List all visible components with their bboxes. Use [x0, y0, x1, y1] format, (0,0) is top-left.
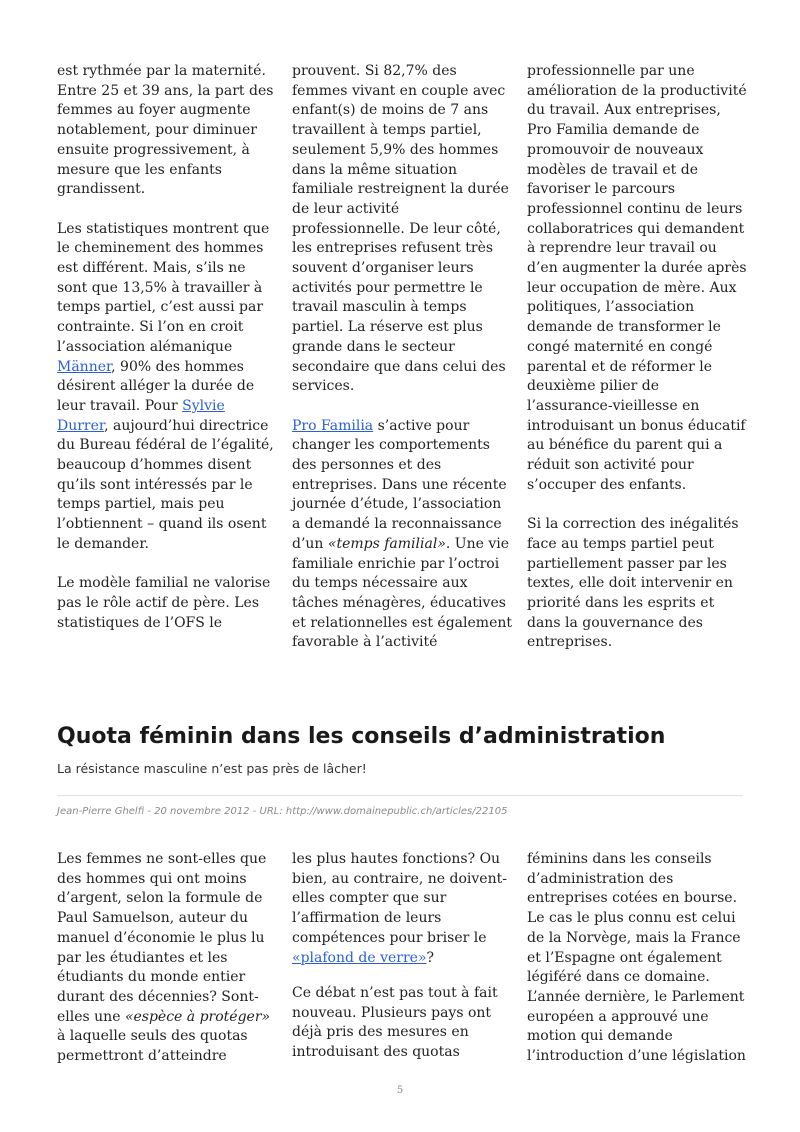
paragraph: professionnelle par une amélioration de la productivité du travail. Aux entreprises, Pro Familia demande de promouvoir de nouveaux modèles de travail et de favoriser le parcours professionnel continu de leurs collaboratrices qui demandent à reprendre leur travail ou d’en augmenter la durée après leur occupation de mère. Aux politiques, l’association demande de transformer le congé maternité en congé parental et de réformer le deuxième pilier de l’assurance-vieillesse en introduisant un bonus éducatif au bénéfice du parent qui a réduit son activité pour s’occuper des enfants. — [527, 63, 747, 493]
emphasis-espece: «espèce à protéger» — [124, 1008, 271, 1025]
paragraph: Les femmes ne sont-elles que des hommes qui ont moins d’argent, selon la formule de Paul Samuelson, auteur du manuel d’économie le plus lu par les étudiantes et les étudiants du monde entier durant des décennies? Sont-elles une «espèce à protéger» à laquelle seuls des quotas permettront d’atteindre — [57, 851, 271, 1065]
paragraph: Le modèle familial ne valorise pas le rôle actif de père. Les statistiques de l’OFS le — [57, 575, 271, 631]
top-column-2 — [292, 62, 512, 653]
article-subtitle: La résistance masculine n’est pas près de lâcher! — [57, 761, 367, 776]
header-divider — [57, 795, 743, 796]
paragraph: féminins dans les conseils d’administration des entreprises cotées en bourse. Le cas le plus connu est celui de la Norvège, mais la France et l’Espagne ont également légiféré dans ce domaine. L’année dernière, le Parlement européen a approuvé une motion qui demande l’introduction d’une législation — [527, 851, 746, 1065]
article-column-1 — [57, 850, 277, 1067]
article-column-3 — [527, 850, 747, 1067]
emphasis-temps-familial: «temps familial» — [327, 535, 446, 552]
paragraph: Pro Familia s’active pour changer les comportements des personnes et des entreprises. Dans une récente journée d’étude, l’association a demandé la reconnaissance d’un «temps familial». Une vie familiale enrichie par l’octroi du temps nécessaire aux tâches ménagères, éducatives et relationnelles est également favorable à l’activité — [292, 417, 512, 651]
article-title: Quota féminin dans les conseils d’administration — [57, 724, 666, 749]
top-column-1 — [57, 62, 277, 633]
page-number: 5 — [396, 1085, 404, 1096]
link-sylvie-durrer[interactable]: Sylvie Durrer — [57, 397, 225, 434]
paragraph: Ce débat n’est pas tout à fait nouveau. Plusieurs pays ont déjà pris des mesures en introduisant des quotas — [292, 984, 498, 1061]
article-meta: Jean-Pierre Ghelfi - 20 novembre 2012 - URL: http://www.domainepublic.ch/articles/22105 — [57, 806, 508, 817]
paragraph: les plus hautes fonctions? Ou bien, au contraire, ne doivent-elles compter que sur l’affirmation de leurs compétences pour briser le «plafond de verre»? — [292, 851, 507, 966]
link-plafond-de-verre[interactable]: «plafond de verre» — [292, 949, 427, 966]
link-pro-familia[interactable]: Pro Familia — [292, 417, 374, 434]
paragraph: Si la correction des inégalités face au temps partiel peut partiellement passer par les textes, elle doit intervenir en priorité dans les esprits et dans la gouvernance des entreprises. — [527, 516, 739, 651]
article-column-2 — [292, 850, 512, 1063]
link-manner[interactable]: Männer — [57, 358, 112, 375]
paragraph: prouvent. Si 82,7% des femmes vivant en couple avec enfant(s) de moins de 7 ans travaillent à temps partiel, seulement 5,9% des hommes dans la même situation familiale restreignent la durée de leur activité professionnelle. De leur côté, les entreprises refusent très souvent d’organiser leurs activités pour permettre le travail masculin à temps partiel. La réserve est plus grande dans le secteur secondaire que dans celui des services. — [292, 63, 509, 395]
paragraph: Les statistiques montrent que le cheminement des hommes est différent. Mais, s’ils ne sont que 13,5% à travailler à temps partiel, c’est aussi par contrainte. Si l’on en croit l’association alémanique Männer, 90% des hommes désirent alléger la durée de leur travail. Pour Sylvie Durrer, aujourd’hui directrice du Bureau fédéral de l’égalité, beaucoup d’hommes disent qu’ils sont intéressés par le temps partiel, mais peu l’obtiennent – quand ils osent le demander. — [57, 220, 274, 552]
paragraph: est rythmée par la maternité. Entre 25 et 39 ans, la part des femmes au foyer augmente notablement, pour diminuer ensuite progressivement, à mesure que les enfants grandissent. — [57, 63, 274, 198]
top-column-3 — [527, 62, 747, 653]
